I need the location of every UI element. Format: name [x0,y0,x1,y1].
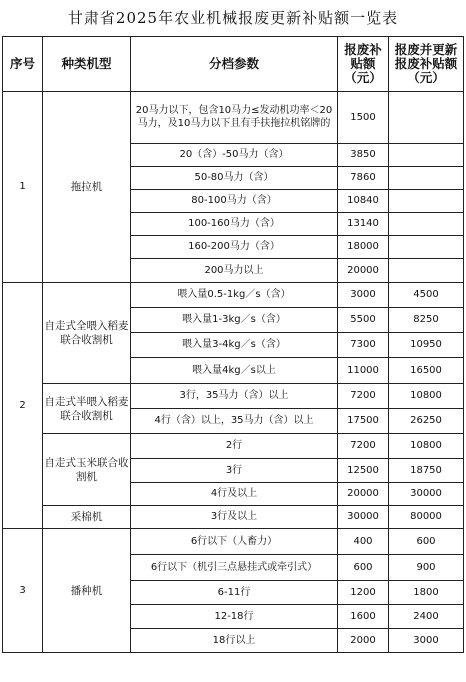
spec-cell: 200马力以上 [131,259,338,283]
machine-type-cell: 播种机 [43,529,131,653]
total-subsidy-cell: 10800 [389,384,464,409]
total-subsidy-cell: 3000 [389,629,464,653]
total-subsidy-cell: 2400 [389,605,464,629]
scrap-subsidy-cell: 13140 [338,213,389,236]
scrap-subsidy-cell: 30000 [338,506,389,529]
total-subsidy-cell: 10950 [389,333,464,358]
scrap-subsidy-cell: 7860 [338,167,389,190]
table-row [3,506,464,529]
total-subsidy-cell: 18750 [389,459,464,483]
total-subsidy-cell: 16500 [389,358,464,384]
header-row [3,37,464,92]
machine-type-cell: 自走式玉米联合收割机 [43,434,131,506]
spec-cell: 4行（含）以上，35马力（含）以上 [131,409,338,434]
spec-cell: 80-100马力（含） [131,190,338,213]
spec-cell: 喂入量3-4kg／s（含） [131,333,338,358]
table-body [3,92,464,653]
table-row [3,384,464,409]
scrap-subsidy-cell: 7200 [338,384,389,409]
total-subsidy-cell [389,259,464,283]
scrap-subsidy-cell: 7300 [338,333,389,358]
scrap-subsidy-cell: 1500 [338,92,389,144]
spec-cell: 50-80马力（含） [131,167,338,190]
scrap-subsidy-cell: 7200 [338,434,389,459]
scrap-subsidy-cell: 12500 [338,459,389,483]
total-subsidy-cell: 4500 [389,283,464,308]
spec-cell: 100-160马力（含） [131,213,338,236]
total-subsidy-cell [389,144,464,167]
header-scrap-subsidy: 报废补贴额（元） [338,37,389,92]
total-subsidy-cell [389,213,464,236]
total-subsidy-cell [389,92,464,144]
spec-cell: 20（含）-50马力（含） [131,144,338,167]
scrap-subsidy-cell: 10840 [338,190,389,213]
total-subsidy-cell: 900 [389,555,464,581]
spec-cell: 3行及以上 [131,506,338,529]
spec-cell: 4行及以上 [131,483,338,506]
total-subsidy-cell: 600 [389,529,464,555]
subsidy-table [2,36,464,653]
scrap-subsidy-cell: 3000 [338,283,389,308]
scrap-subsidy-cell: 18000 [338,236,389,259]
spec-cell: 3行，35马力（含）以上 [131,384,338,409]
machine-type-cell: 自走式全喂入稻麦联合收割机 [43,283,131,384]
spec-cell: 3行 [131,459,338,483]
spec-cell: 6行以下（机引三点悬挂式或牵引式） [131,555,338,581]
scrap-subsidy-cell: 400 [338,529,389,555]
spec-cell: 2行 [131,434,338,459]
header-seq: 序号 [3,37,43,92]
total-subsidy-cell: 10800 [389,434,464,459]
scrap-subsidy-cell: 17500 [338,409,389,434]
spec-cell: 160-200马力（含） [131,236,338,259]
total-subsidy-cell: 1800 [389,581,464,605]
scrap-subsidy-cell: 1200 [338,581,389,605]
table-row [3,529,464,555]
total-subsidy-cell: 80000 [389,506,464,529]
header-total-subsidy: 报废并更新报废补贴额（元） [389,37,464,92]
spec-cell: 喂入量4kg／s以上 [131,358,338,384]
total-subsidy-cell [389,190,464,213]
table-row [3,434,464,459]
page-title: 甘肃省2025年农业机械报废更新补贴额一览表 [67,8,399,27]
header-type: 种类机型 [43,37,131,92]
total-subsidy-cell: 30000 [389,483,464,506]
seq-cell: 1 [3,92,43,283]
scrap-subsidy-cell: 20000 [338,483,389,506]
spec-cell: 20马力以下，包含10马力≤发动机功率＜20马力，及10马力以下且有手扶拖拉机铭牌的 [131,92,338,144]
spec-cell: 喂入量0.5-1kg／s（含） [131,283,338,308]
table-row [3,92,464,144]
scrap-subsidy-cell: 1600 [338,605,389,629]
total-subsidy-cell: 26250 [389,409,464,434]
header-spec: 分档参数 [131,37,338,92]
total-subsidy-cell: 8250 [389,308,464,333]
total-subsidy-cell [389,167,464,190]
spec-cell: 12-18行 [131,605,338,629]
total-subsidy-cell [389,236,464,259]
scrap-subsidy-cell: 2000 [338,629,389,653]
machine-type-cell: 采棉机 [43,506,131,529]
table-row [3,283,464,308]
machine-type-cell: 拖拉机 [43,92,131,283]
scrap-subsidy-cell: 3850 [338,144,389,167]
seq-cell: 3 [3,529,43,653]
scrap-subsidy-cell: 5500 [338,308,389,333]
scrap-subsidy-cell: 20000 [338,259,389,283]
machine-type-cell: 自走式半喂入稻麦联合收割机 [43,384,131,434]
spec-cell: 18行以上 [131,629,338,653]
seq-cell: 2 [3,283,43,529]
spec-cell: 喂入量1-3kg／s（含） [131,308,338,333]
spec-cell: 6行以下（人畜力） [131,529,338,555]
scrap-subsidy-cell: 600 [338,555,389,581]
spec-cell: 6-11行 [131,581,338,605]
scrap-subsidy-cell: 11000 [338,358,389,384]
